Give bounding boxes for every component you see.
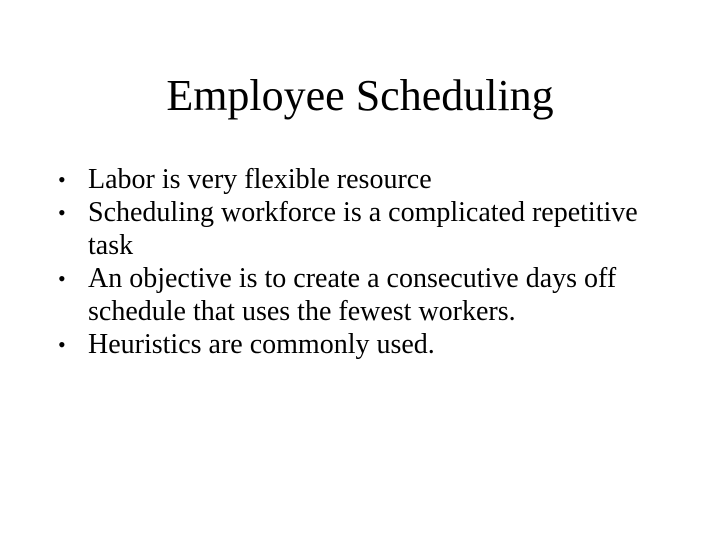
bullet-text: Labor is very flexible resource — [88, 164, 432, 195]
bullet-dot-icon: • — [58, 332, 66, 357]
bullet-text: Scheduling workforce is a complicated repetitive task — [88, 197, 638, 261]
bullet-text: An objective is to create a consecutive days off schedule that uses the fewest workers. — [88, 263, 617, 327]
bullet-list — [58, 163, 678, 361]
bullet-item-3 — [58, 262, 678, 328]
bullet-text: Heuristics are commonly used. — [88, 329, 435, 360]
bullet-dot-icon: • — [58, 167, 66, 192]
bullet-dot-icon: • — [58, 266, 66, 291]
bullet-item-4 — [58, 328, 678, 361]
slide-title: Employee Scheduling — [166, 71, 554, 120]
bullet-item-2 — [58, 196, 678, 262]
bullet-dot-icon: • — [58, 200, 66, 225]
bullet-item-1 — [58, 163, 678, 196]
